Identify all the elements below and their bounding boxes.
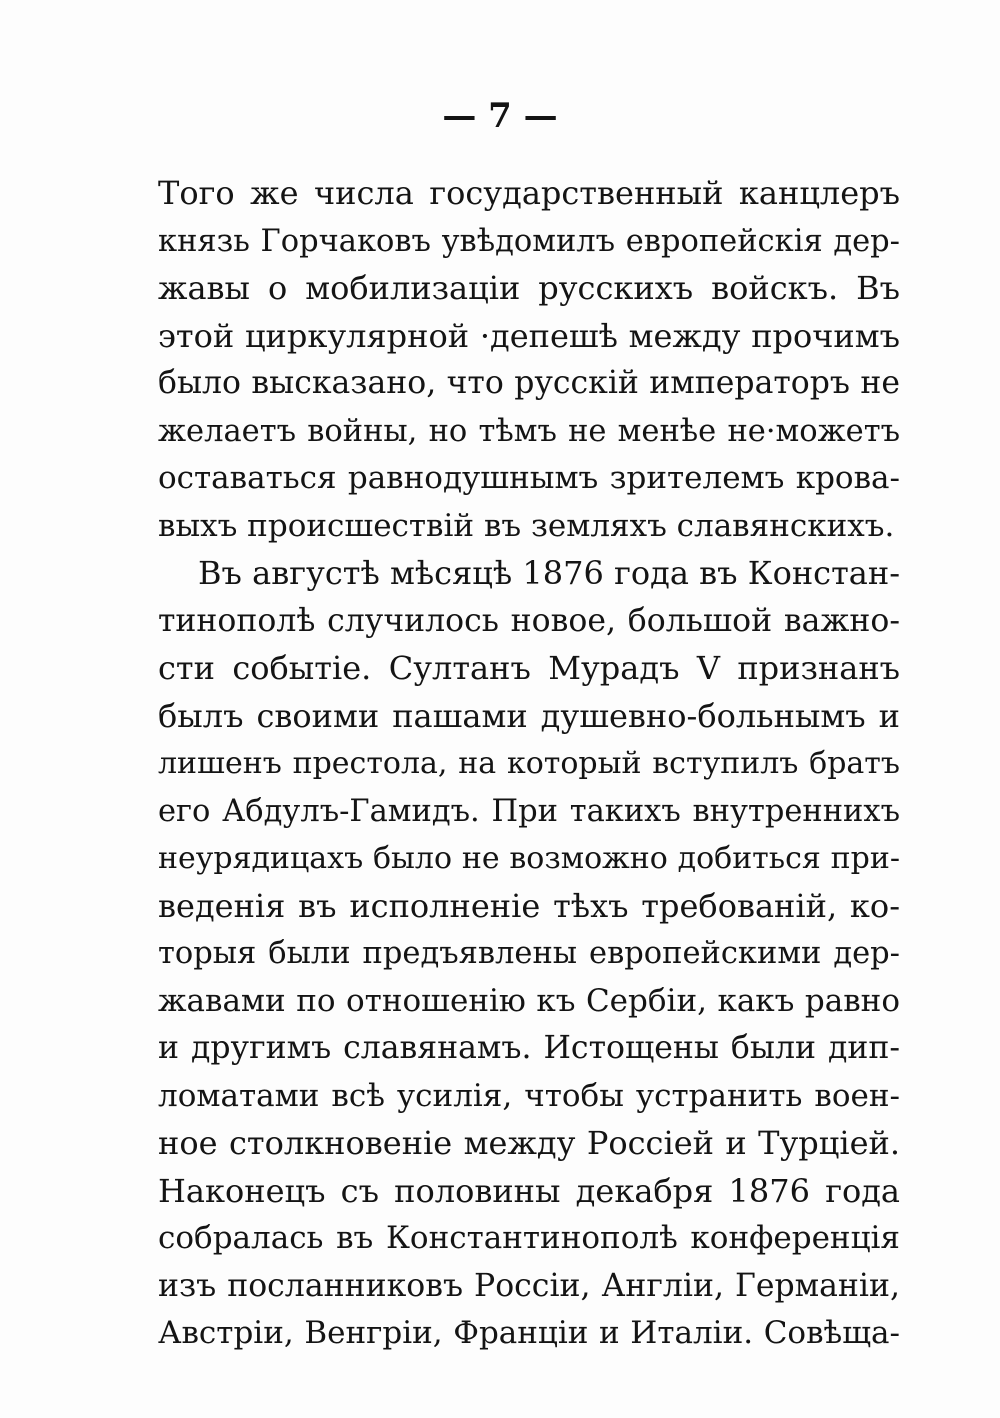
text-line: Наконецъ съ половины декабря 1876 года [158,1171,900,1210]
text-line: было высказано, что русскій императоръ не [158,365,900,401]
text-line: жавами по отношенію къ Сербіи, какъ равно [158,982,900,1019]
text-line: тинополѣ случилось новое, большой важно- [158,602,900,639]
text-line: собралась въ Константинополѣ конференція [158,1220,900,1256]
text-line: ломатами всѣ усилія, чтобы устранить воен- [158,1077,900,1114]
text-line: торыя были предъявлены европейскими дер- [158,936,900,971]
text-line: веденія въ исполненіе тѣхъ требованій, ко- [158,886,900,925]
text-line: князь Горчаковъ увѣдомилъ европейскія дер- [158,223,900,259]
body-text [158,170,900,1358]
text-line: оставаться равнодушнымъ зрителемъ крова- [158,460,900,496]
text-line: выхъ происшествій въ земляхъ славянскихъ. [158,507,895,544]
text-line: лишенъ престола, на который вступилъ братъ [158,746,900,781]
text-line: Того же числа государственный канцлеръ [158,174,900,212]
text-line: ное столкновеніе между Россіей и Турціей. [158,1124,900,1162]
text-line: былъ своими пашами душевно-больнымъ и [158,696,900,735]
text-line: и другимъ славянамъ. Истощены были дип- [158,1030,900,1066]
text-line: жавы о мобилизаціи русскихъ войскъ. Въ [158,269,900,307]
page-number: — 7 — [442,96,558,136]
text-line: желаетъ войны, но тѣмъ не менѣе не·можетъ [158,413,900,449]
text-line: его Абдулъ-Гамидъ. При такихъ внутреннихъ [158,793,900,829]
text-line: неурядицахъ было не возможно добиться при- [158,841,900,876]
text-line: этой циркулярной ·депешѣ между прочимъ [158,316,900,355]
text-line: изъ посланниковъ Россіи, Англіи, Германіи, [158,1267,900,1304]
text-line: Австріи, Венгріи, Франціи и Италіи. Совѣща- [158,1315,900,1351]
text-line: сти событіе. Султанъ Мурадъ V признанъ [158,649,900,687]
text-line: Въ августѣ мѣсяцѣ 1876 года въ Констан- [198,554,900,592]
